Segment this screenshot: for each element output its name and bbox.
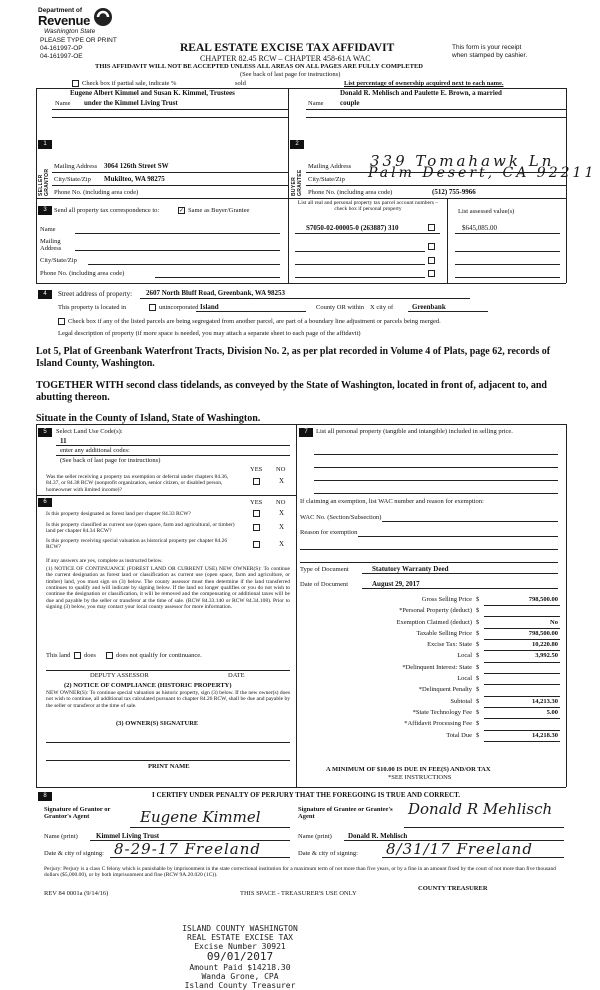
total-value-excise-local: 3,992.50 <box>535 652 558 660</box>
total-value-tech-fee: 5.00 <box>546 708 558 716</box>
grantee-signature-label: Signature of Grantee or Grantee's Agent <box>298 806 393 821</box>
total-label-gross: Gross Selling Price <box>421 596 472 603</box>
see-back: (See back of last page for instructions) <box>240 71 341 78</box>
grantee-name-label: Name (print) <box>298 833 332 840</box>
parcel-pp-checkbox-4[interactable] <box>428 270 435 277</box>
stamp-line-2: REAL ESTATE EXCISE TAX <box>187 933 293 942</box>
yes-header-5: YES <box>250 466 263 473</box>
form-title: REAL ESTATE EXCISE TAX AFFIDAVIT <box>180 42 395 54</box>
seller-name-line1: Eugene Albert Kimmel and Susan K. Kimmel, Trustees <box>70 89 235 97</box>
forest-question: Is this property designated as forest land per chapter 84.33 RCW? <box>46 511 191 517</box>
total-label-excise-local: Local <box>457 652 472 660</box>
tax-mailing-label: Mailing Address <box>40 238 62 253</box>
county-treasurer-label: COUNTY TREASURER <box>418 885 488 892</box>
street-address: 2607 North Bluff Road, Greenbank, WA 98253 <box>146 289 285 297</box>
grantor-name: Kimmel Living Trust <box>96 832 160 840</box>
seller-name-line2: under the Kimmel Living Trust <box>84 99 178 107</box>
grantor-signature-label: Signature of Grantor or Grantor's Agent <box>44 806 111 821</box>
doc-type: Statutory Warranty Deed <box>372 565 449 573</box>
perjury-notice: Perjury: Perjury is a class C felony which is punishable by imprisonment in the state correctional institution for a maximum term of not more than five years, or by a fine in an amount fixed by the court of not more than five thousand dollars ($5,000.00), or by both imprisonment and fine (RCW 9A.20.020 (1C)). <box>44 866 556 879</box>
form-subtitle: CHAPTER 82.45 RCW – CHAPTER 458-61A WAC <box>200 54 371 63</box>
grantee-date-city: 8/31/17 Freeland <box>386 840 533 858</box>
seller-side-label: SELLER GRANTOR <box>38 168 50 196</box>
city-of-label: X city of <box>370 304 394 311</box>
stamp-line-5: Amount Paid $14218.30 <box>189 963 291 972</box>
dor-logo-text-3: Washington State <box>44 28 96 35</box>
total-value-gross: 798,500.00 <box>528 596 558 603</box>
dor-logo-mark-icon <box>92 6 114 28</box>
forest-no-answer: X <box>279 509 285 517</box>
parcel-number: S7050-02-00005-0 (263887) 310 <box>306 224 399 232</box>
same-as-buyer-label: Same as Buyer/Grantee <box>188 207 250 214</box>
parcel-pp-checkbox-3[interactable] <box>428 257 435 264</box>
current-use-question: Is this property classified as current use (open space, farm and agricultural, or timber) land per chapter 84.34 RCW? <box>46 522 235 535</box>
form-code-2: 04-161997-OE <box>40 53 83 60</box>
total-label-personal: *Personal Property (deduct) <box>399 607 472 615</box>
county-label: County OR within <box>316 304 365 311</box>
stamp-line-1: ISLAND COUNTY WASHINGTON <box>182 924 298 933</box>
tax-corr-label: Send all property tax correspondence to: <box>54 207 160 214</box>
parcel-pp-checkbox[interactable] <box>428 224 435 231</box>
tax-city-label: City/State/Zip <box>40 257 77 264</box>
current-use-no-answer: X <box>279 523 285 531</box>
grantor-date-label: Date & city of signing: <box>44 850 104 857</box>
yes-header-6: YES <box>250 499 263 506</box>
land-does-not-text: does not qualify for continuance. <box>116 652 202 659</box>
total-label-penalty: *Delinquent Penalty <box>418 686 472 694</box>
seller-mailing: 3064 126th Street SW <box>104 162 169 170</box>
total-label-delinquent-local: Local <box>457 675 472 683</box>
buyer-name-label: Name <box>308 100 324 107</box>
stamp-line-3: Excise Number 30921 <box>194 942 286 951</box>
legal-description-1: Lot 5, Plat of Greenbank Waterfront Tracts, Division No. 2, as per plat recorded in Volume 4 of Plats, page 62, records of Island County, Washington. <box>36 346 551 369</box>
legal-label: Legal description of property (if more space is needed, you may attach a separate sheet to each page of the affidavit) <box>58 330 361 337</box>
partial-sale-checkbox[interactable] <box>72 80 79 87</box>
buyer-name-line1: Donald R. Mehlisch and Paulette E. Brown, a married <box>340 89 502 97</box>
doc-date-label: Date of Document <box>300 581 349 588</box>
total-value-taxable: 798,500.00 <box>528 629 558 637</box>
seller-name-label: Name <box>55 100 71 107</box>
historic-no-answer: X <box>279 540 285 548</box>
historic-question: Is this property receiving special valuation as historical property per chapter 84.26 RCW? <box>46 538 228 551</box>
pct-label: List percentage of ownership acquired next to each name. <box>344 80 504 87</box>
stamp-line-7: Island County Treasurer <box>184 981 296 990</box>
buyer-side-label: BUYER GRANTEE <box>291 169 303 196</box>
land-use-code: 11 <box>60 437 67 445</box>
any-yes-note: If any answers are yes, complete as instructed below. <box>46 558 163 564</box>
tax-phone-label: Phone No. (including area code) <box>40 270 125 277</box>
no-header-5: NO <box>276 466 286 473</box>
exemption-question: Was the seller receiving a property tax exemption or deferral under chapters 84.36, 84.37, or 84.38 RCW (nonprofit organization, senior citizen, or disabled person, homeowner with limited income)? <box>46 474 229 493</box>
stamp-line-6: Wanda Grone, CPA <box>201 972 279 981</box>
dor-logo <box>38 6 108 36</box>
segregated-checkbox[interactable] <box>58 318 65 325</box>
seller-phone-label: Phone No. (including area code) <box>54 189 139 196</box>
grantor-name-label: Name (print) <box>44 833 78 840</box>
parcel-assessed: $645,085.00 <box>462 224 497 232</box>
land-does-not-checkbox[interactable] <box>106 652 113 659</box>
treasurer-space-label: THIS SPACE - TREASURER'S USE ONLY <box>240 890 357 897</box>
total-label-processing-fee: *Affidavit Processing Fee <box>404 720 472 728</box>
grantee-date-label: Date & city of signing: <box>298 850 358 857</box>
land-does-text: does <box>84 652 96 659</box>
total-label-subtotal: Subtotal <box>450 697 472 705</box>
parcels-header: List all real and personal property tax parcel account numbers – check box if personal property <box>297 200 439 213</box>
receipt-note-1: This form is your receipt <box>452 44 522 51</box>
legal-description-3: Situate in the County of Island, State of Washington. <box>36 413 261 424</box>
form-warning: THIS AFFIDAVIT WILL NOT BE ACCEPTED UNLESS ALL AREAS ON ALL PAGES ARE FULLY COMPLETED <box>95 63 423 70</box>
exemption-no-answer: X <box>279 477 285 485</box>
print-name-label: PRINT NAME <box>148 763 190 770</box>
partial-sale-sold: sold <box>235 80 246 87</box>
buyer-phone: (512) 755-9966 <box>432 188 476 196</box>
property-city: Greenbank <box>412 303 446 311</box>
historic-yes-checkbox[interactable] <box>253 541 260 548</box>
personal-property-label: List all personal property (tangible and intangible) included in selling price. <box>316 428 513 435</box>
located-label: This property is located in <box>58 304 127 311</box>
legal-description-2: TOGETHER WITH second class tidelands, as conveyed by the State of Washington, located in front of, adjacent to, and abutting thereon. <box>36 380 547 403</box>
stamp-line-4: 09/01/2017 <box>206 950 274 963</box>
grantor-signature: Eugene Kimmel <box>140 808 261 826</box>
total-label-taxable: Taxable Selling Price <box>416 629 472 637</box>
doc-date: August 29, 2017 <box>372 580 420 588</box>
total-value-exemption: No <box>550 618 558 626</box>
parcel-pp-checkbox-2[interactable] <box>428 243 435 250</box>
land-use-label: Select Land Use Code(s): <box>56 428 123 435</box>
buyer-name-line2: couple <box>340 99 360 107</box>
seller-city: Mukilteo, WA 98275 <box>104 175 165 183</box>
total-value-excise-state: 10,220.80 <box>532 641 558 649</box>
receipt-note-2: when stamped by cashier. <box>452 52 528 59</box>
deputy-date: DATE <box>228 672 245 679</box>
buyer-mailing: 339 Tomahawk Ln <box>370 152 555 170</box>
exemption-yes-checkbox[interactable] <box>253 478 260 485</box>
total-label-tech-fee: *State Technology Fee <box>412 708 472 716</box>
land-does-label: This land <box>46 652 71 659</box>
grantor-date-city: 8-29-17 Freeland <box>114 840 261 858</box>
same-as-buyer-checkbox[interactable]: ✓ <box>179 208 185 214</box>
street-label: Street address of property: <box>58 290 133 298</box>
please-type: PLEASE TYPE OR PRINT <box>40 37 117 44</box>
reason-label: Reason for exemption <box>300 529 358 536</box>
unincorporated-label: unincorporated <box>159 304 199 311</box>
seller-city-label: City/State/Zip <box>54 176 91 183</box>
wac-label: WAC No. (Section/Subsection) <box>300 514 382 521</box>
total-value-subtotal: 14,213.30 <box>532 697 558 705</box>
total-value-total-due: 14,218.30 <box>532 731 558 739</box>
doc-type-label: Type of Document <box>300 566 349 573</box>
see-instructions: *SEE INSTRUCTIONS <box>388 774 452 781</box>
notice-compliance: NEW OWNER(S): To continue special valuation as historic property, sign (3) below. If the new owner(s) does not wish to continue, all additional tax calculated pursuant to chapter 84.26 RCW, shall be due and payable by the seller or transferor at the time of sale. <box>46 690 290 709</box>
deputy-assessor: DEPUTY ASSESSOR <box>90 672 149 679</box>
grantee-name: Donald R. Mehlisch <box>348 832 408 840</box>
exemption-claim-label: If claiming an exemption, list WAC number and reason for exemption: <box>300 498 484 505</box>
certify-statement: I CERTIFY UNDER PENALTY OF PERJURY THAT THE FOREGOING IS TRUE AND CORRECT. <box>152 791 461 799</box>
owner-signature-label: (3) OWNER(S) SIGNATURE <box>116 720 199 727</box>
seller-mailing-label: Mailing Address <box>54 163 98 170</box>
notice-continuance: (1) NOTICE OF CONTINUANCE (FOREST LAND OR CURRENT USE) NEW OWNER(S): To continue the current designation as forest land or classification as current use (open space, farm and agriculture, or timber) land, you must sign on (3) below. The county assessor must then determine if the land transferred continues to qualify and will indicate by signing below. If the land no longer qualifies or you do not wish to continue the designation or classification, it will be removed and the compensating or additional taxes will be due and payable by the seller or transferor at the time of sale. (RCW 84.33.140 or RCW 84.34.108). Prior to signing (3) below, you may contact your local county assessor for more information. <box>46 566 290 610</box>
minimum-due: A MINIMUM OF $10.00 IS DUE IN FEE(S) AND/OR TAX <box>326 766 491 773</box>
total-label-excise-state: Excise Tax: State <box>427 641 472 649</box>
form-revision: REV 84 0001a (9/14/16) <box>44 890 109 897</box>
current-use-yes-checkbox[interactable] <box>253 524 260 531</box>
total-label-delinquent-state: *Delinquent Interest: State <box>402 663 472 671</box>
partial-sale-label: Check box if partial sale, indicate % <box>82 80 177 87</box>
buyer-mailing-label: Mailing Address <box>308 163 352 170</box>
no-header-6: NO <box>276 499 286 506</box>
buyer-city-label: City/State/Zip <box>308 176 345 183</box>
notice-compliance-title: (2) NOTICE OF COMPLIANCE (HISTORIC PROPERTY) <box>64 682 232 689</box>
assessed-header: List assessed value(s) <box>458 208 515 215</box>
buyer-phone-label: Phone No. (including area code) <box>308 189 393 196</box>
land-does-checkbox[interactable] <box>74 652 81 659</box>
land-use-see-back: (See back of last page for instructions) <box>60 457 161 464</box>
treasurer-stamp <box>150 924 330 990</box>
form-code-1: 04-161997-OP <box>40 45 83 52</box>
total-label-exemption: Exemption Claimed (deduct) <box>396 618 472 626</box>
additional-codes: enter any additional codes: <box>60 447 130 454</box>
dor-logo-text-1: Department of <box>38 7 83 14</box>
county-name: Island <box>200 303 219 311</box>
segregated-label: Check box if any of the listed parcels are being segregated from another parcel, are part of a boundary line adjustment or parcels being merged. <box>68 318 441 325</box>
grantee-signature: Donald R Mehlisch <box>408 800 553 818</box>
dor-logo-text-2: Revenue <box>38 13 91 28</box>
buyer-city: Palm Desert, CA 92211 <box>368 165 597 181</box>
unincorporated-checkbox[interactable] <box>149 304 156 311</box>
total-label-total-due: Total Due <box>446 731 472 739</box>
tax-name-label: Name <box>40 226 56 233</box>
forest-yes-checkbox[interactable] <box>253 510 260 517</box>
